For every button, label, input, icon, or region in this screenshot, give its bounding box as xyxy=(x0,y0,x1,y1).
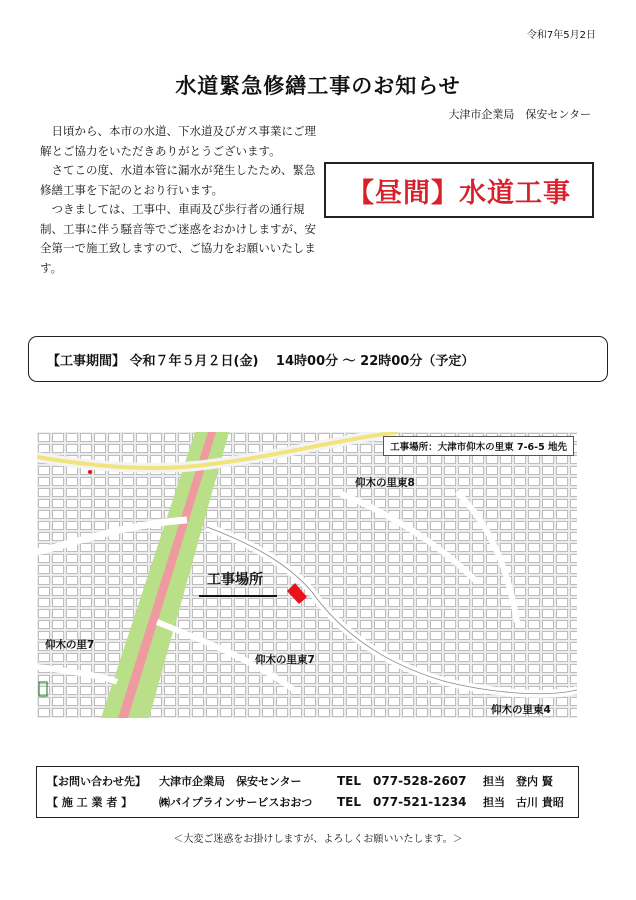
map-caption: 工事場所：大津市仰木の里東 7-6-5 地先 xyxy=(383,436,574,456)
inquiry-label: 【お問い合わせ先】 xyxy=(47,775,146,788)
notice-date: 令和7年5月2日 xyxy=(526,30,596,41)
area-label-higashi4: 仰木の里東4 xyxy=(491,704,551,716)
construction-period: 【工事期間】 令和７年５月２日(金) 14時00分 ～ 22時00分（予定） xyxy=(28,336,608,382)
site-label: 工事場所 xyxy=(207,572,263,588)
map-drawing xyxy=(37,432,577,718)
page-title: 水道緊急修繕工事のお知らせ xyxy=(175,74,461,98)
body-paragraph-2: さてこの度、水道本管に漏水が発生したため、緊急修繕工事を下記のとおり行います。 xyxy=(40,163,316,197)
area-label-sato7: 仰木の里7 xyxy=(45,639,95,651)
body-paragraph-3: つきましては、工事中、車両及び歩行者の通行規制、工事に伴う騒音等でご迷惑をおかけしますが、安全第一で施工致しますので、ご協力をお願いいたします。 xyxy=(40,202,316,275)
contractor-person: 担当 古川 貴昭 xyxy=(483,796,564,809)
contractor-org: ㈱パイプラインサービスおおつ xyxy=(159,796,313,809)
notice-body xyxy=(40,122,322,278)
contact-box xyxy=(36,766,579,818)
inquiry-tel: TEL 077-528-2607 xyxy=(337,774,467,788)
contractor-row xyxy=(47,792,568,813)
area-label-higashi8: 仰木の里東8 xyxy=(355,477,415,489)
daytime-work-callout: 【昼間】水道工事 xyxy=(324,162,594,218)
site-map xyxy=(37,432,577,718)
body-paragraph-1: 日頃から、本市の水道、下水道及びガス事業にご理解とご協力をいただきありがとうございます。 xyxy=(40,124,316,158)
area-label-higashi7: 仰木の里東7 xyxy=(255,654,315,666)
contractor-label: 【 施 工 業 者 】 xyxy=(47,796,133,809)
inquiry-row xyxy=(47,771,568,792)
inquiry-org: 大津市企業局 保安センター xyxy=(159,775,302,788)
inquiry-person: 担当 登内 賢 xyxy=(483,775,553,788)
contractor-tel: TEL 077-521-1234 xyxy=(337,795,467,809)
issuer: 大津市企業局 保安センター xyxy=(448,108,591,121)
footer-note: ＜大変ご迷惑をお掛けしますが、よろしくお願いいたします。＞ xyxy=(173,834,463,845)
